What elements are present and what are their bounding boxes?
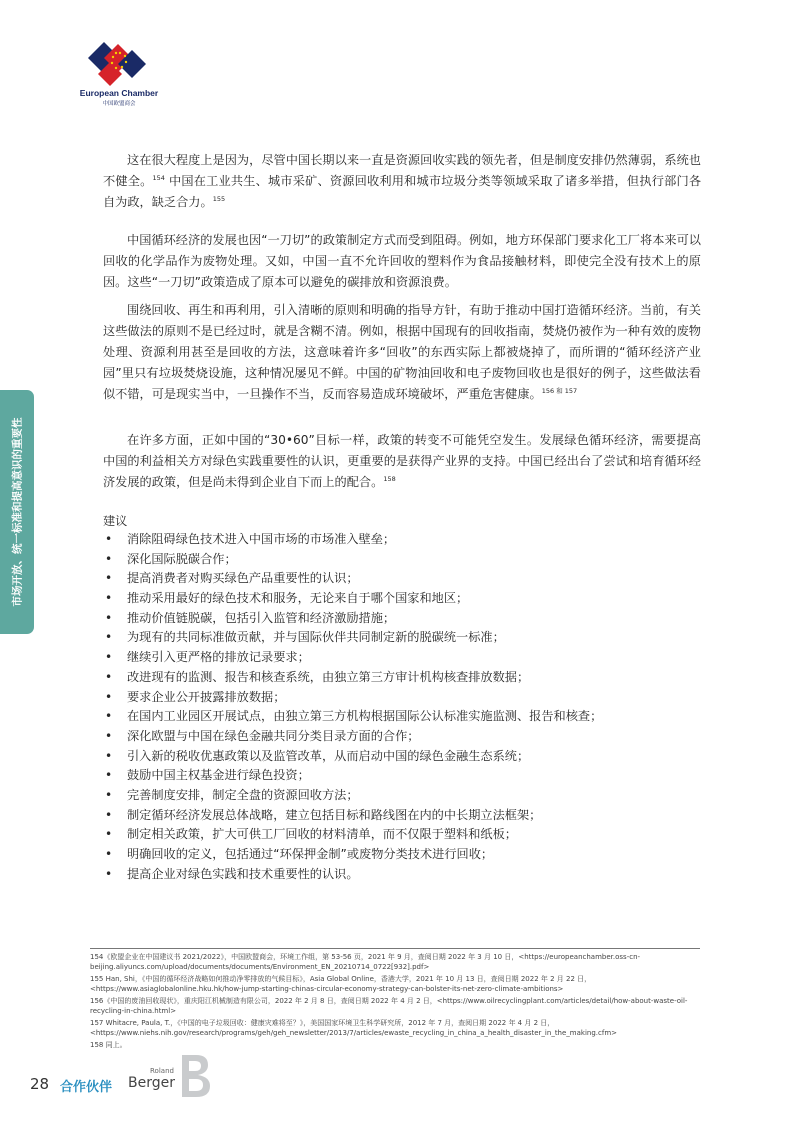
paragraph-text: 围绕回收、再生和再利用，引入清晰的原则和明确的指导方针，有助于推动中国打造循环经济。当前，有关这些做法的原则不是已经过时，就是含糊不清。例如，根据中国现有的回收指南，焚烧仍被作为一种有效的废物处理、资源利用甚至是回收的方法，这意味着许多“回收”的东西实际上都被烧掉了，而所谓的“循环经济产业园”里只有垃圾焚烧设施，这种情况屡见不鲜。中国的矿物油回收和电子废物回收也是很好的例子，这些做法看似不错，可是现实当中，一旦操作不当，反而容易造成环境破坏，严重危害健康。 [103, 303, 701, 401]
list-item-text: 制定相关政策，扩大可供工厂回收的材料清单，而不仅限于塑料和纸板； [127, 827, 517, 842]
paragraph-text: 在许多方面，正如中国的“30•60”目标一样，政策的转变不可能凭空发生。发展绿色循环经济，需要提高中国的利益相关方对绿色实践重要性的认识，更重要的是获得产业界的支持。中国已经出台了尝试和培育循环经济发展的政策，但是尚未得到企业自下而上的配合。 [103, 433, 701, 489]
list-item-text: 完善制度安排，制定全盘的资源回收方法； [127, 787, 359, 802]
list-item-text: 提高消费者对购买绿色产品重要性的认识； [127, 571, 359, 586]
recommendations-title: 建议 [103, 514, 128, 528]
list-item [103, 806, 703, 826]
footnote-ref: 155 [212, 194, 226, 203]
paragraph-text: 这在很大程度上是因为，尽管中国长期以来一直是资源回收实践的领先者，但是制度安排仍然薄弱，系统也不健全。 [103, 153, 701, 188]
european-chamber-logo [74, 40, 164, 110]
list-item-text: 在国内工业园区开展试点，由独立第三方机构根据国际公认标准实施监测、报告和核查； [127, 709, 603, 724]
list-item [103, 747, 703, 767]
partner-brand-top: Roland [150, 1067, 174, 1075]
list-item-text: 鼓励中国主权基金进行绿色投资； [127, 768, 310, 783]
list-item [103, 825, 703, 845]
list-item [103, 550, 703, 570]
chamber-emblem-icon [86, 40, 152, 88]
bullet-icon: • [105, 709, 113, 724]
paragraph-3 [103, 300, 701, 405]
footnote-ref: 154 [152, 173, 165, 182]
list-item [103, 589, 703, 609]
list-item [103, 609, 703, 629]
logo-name: European Chamber [79, 88, 159, 98]
list-item [103, 628, 703, 648]
list-item [103, 688, 703, 708]
footnote-156: 156《中国的废油回收现状》，重庆阳江机械制造有限公司，2022 年 2 月 8 日，查阅日期 2022 年 4 月 2 日，<https://www.oilrecyclingplant.com/articles/detail/how-about-waste-oil-recycling-in-china.html> [90, 997, 688, 1015]
list-item [103, 668, 703, 688]
paragraph-2 [103, 230, 701, 293]
footnotes [90, 952, 702, 1052]
bullet-icon: • [105, 551, 113, 566]
bullet-icon: • [105, 827, 113, 842]
list-item [103, 865, 703, 885]
list-item [103, 766, 703, 786]
list-item-text: 改进现有的监测、报告和核查系统，由独立第三方审计机构核查排放数据； [127, 669, 530, 684]
bullet-icon: • [105, 532, 113, 546]
page-footer [30, 1067, 230, 1125]
list-item-text: 深化欧盟与中国在绿色金融共同分类目录方面的合作； [127, 728, 420, 743]
bullet-icon: • [105, 630, 113, 645]
roland-berger-logo-icon [180, 1053, 212, 1097]
bullet-icon: • [105, 571, 113, 586]
footnote-ref: 158 [383, 474, 396, 483]
list-item [103, 648, 703, 668]
list-item [103, 569, 703, 589]
section-side-tab [0, 390, 34, 634]
page-number: 28 [30, 1075, 50, 1093]
footnote-ref: 156 和 157 [541, 386, 578, 395]
bullet-icon: • [105, 768, 113, 783]
footnote-158: 158 同上。 [90, 1041, 127, 1049]
bullet-icon: • [105, 748, 113, 763]
bullet-icon: • [105, 591, 113, 606]
partner-label: 合作伙伴 [60, 1080, 113, 1095]
list-item [103, 707, 703, 727]
paragraph-text: 中国循环经济的发展也因“一刀切”的政策制定方式而受到阻碍。例如，地方环保部门要求化工厂将本来可以回收的化学品作为废物处理。又如，中国一直不允许回收的塑料作为食品接触材料，即使完全没有技术上的原因。这些“一刀切”政策造成了原本可以避免的碳排放和资源浪费。 [103, 233, 701, 289]
list-item-text: 深化国际脱碳合作； [127, 551, 237, 566]
bullet-icon: • [105, 669, 113, 684]
list-item-text: 引入新的税收优惠政策以及监管改革，从而启动中国的绿色金融生态系统； [127, 748, 530, 763]
list-item-text: 为现有的共同标准做贡献，并与国际伙伴共同制定新的脱碳统一标准； [127, 630, 505, 645]
list-item-text: 推动采用最好的绿色技术和服务，无论来自于哪个国家和地区； [127, 591, 469, 606]
footnote-154: 154《欧盟企业在中国建议书 2021/2022》，中国欧盟商会，环境工作组，第 53-56 页，2021 年 9 月，查阅日期 2022 年 3 月 10 日，<https://europeanchamber.oss-cn-beijing.aliyuncs.com/upload/documents/documents/Environment_EN_20210714_0722[932].pdf> [90, 953, 641, 971]
list-item [103, 727, 703, 747]
bullet-icon: • [105, 689, 113, 704]
footnote-155: 155 Han, Shi，《中国的循环经济战略如何推动净零排放的气候目标》，Asia Global Online，香港大学，2021 年 10 月 13 日，查阅日期 2022 年 2 月 22 日，<https://www.asiaglobalonline.hku.hk/how-jump-starting-chinas-circular-economy-strategy-can-bolster-its-net-zero-climate-ambitions> [90, 975, 592, 993]
paragraph-1 [103, 150, 701, 213]
paragraph-4 [103, 430, 701, 493]
list-item-text: 推动价值链脱碳，包括引入监管和经济激励措施； [127, 610, 396, 625]
paragraph-text: 中国在工业共生、城市采矿、资源回收利用和城市垃圾分类等领域采取了诸多举措，但执行部门各自为政，缺乏合力。 [103, 174, 702, 209]
list-item-text: 制定循环经济发展总体战略，建立包括目标和路线图在内的中长期立法框架； [127, 807, 542, 822]
footnote-157: 157 Whitacre, Paula, T.，《中国的电子垃圾回收：健康灾难将至？》，美国国家环境卫生科学研究所，2012 年 7 月，查阅日期 2022 年 4 月 2 日，<https://www.niehs.nih.gov/research/programs/geh/geh_newsletter/2013/7/articles/ewaste_recycling_in_china_a_health_disaster_in_the_making.cfm> [90, 1019, 618, 1037]
bullet-icon: • [105, 866, 113, 881]
side-tab-label: 市场开放、统一标准和提高意识的重要性 [11, 417, 24, 607]
list-item-text: 要求企业公开披露排放数据； [127, 689, 286, 704]
partner-brand-bottom: Berger [128, 1075, 175, 1091]
bullet-icon: • [105, 787, 113, 802]
bullet-icon: • [105, 807, 113, 822]
list-item [103, 530, 703, 550]
list-item [103, 786, 703, 806]
bullet-icon: • [105, 847, 113, 861]
recommendations-list [103, 530, 703, 884]
list-item-text: 消除阻碍绿色技术进入中国市场的市场准入壁垒； [127, 532, 396, 546]
list-item-text: 提高企业对绿色实践和技术重要性的认识。 [127, 866, 359, 881]
footnote-divider [90, 948, 700, 949]
bullet-icon: • [105, 610, 113, 625]
list-item [103, 845, 703, 865]
list-item-text: 明确回收的定义，包括通过“环保押金制”或废物分类技术进行回收； [127, 847, 494, 861]
list-item-text: 继续引入更严格的排放记录要求； [127, 650, 310, 665]
logo-subtitle: 中国欧盟商会 [102, 101, 136, 107]
bullet-icon: • [105, 728, 113, 743]
bullet-icon: • [105, 650, 113, 665]
